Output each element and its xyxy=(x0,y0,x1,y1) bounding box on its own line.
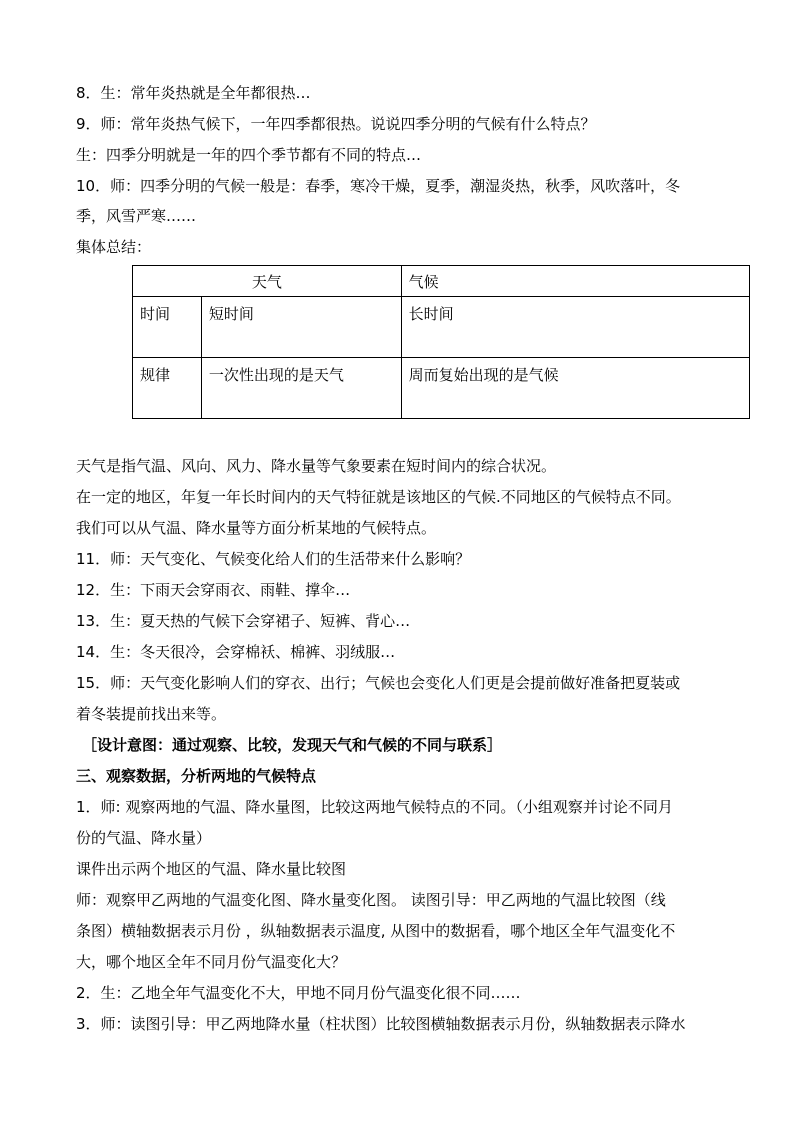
paragraph-line: 14．生：冬天很冷，会穿棉袄、棉裤、羽绒服… xyxy=(76,643,396,661)
section-heading: 三、观察数据，分析两地的气候特点 xyxy=(76,767,317,785)
paragraph-line: 条图）横轴数据表示月份 ，纵轴数据表示温度, 从图中的数据看，哪个地区全年气温变化不 xyxy=(76,922,676,940)
paragraph-line: 大，哪个地区全年不同月份气温变化大？ xyxy=(76,953,347,971)
paragraph-line: 季，风雪严寒…… xyxy=(76,207,197,225)
paragraph-line: 天气是指气温、风向、风力、降水量等气象要素在短时间内的综合状况。 xyxy=(76,457,557,475)
climate-cell: 长时间 xyxy=(401,297,749,358)
paragraph-line: 2．生：乙地全年气温变化不大，甲地不同月份气温变化很不同…… xyxy=(76,984,521,1002)
row-label-cell: 规律 xyxy=(133,358,202,419)
weather-climate-table xyxy=(132,265,750,419)
paragraph-line: 13．生：夏天热的气候下会穿裙子、短裤、背心… xyxy=(76,612,411,630)
paragraph-line: 8．生：常年炎热就是全年都很热… xyxy=(76,84,311,102)
table-row xyxy=(133,358,750,419)
paragraph-line: 课件出示两个地区的气温、降水量比较图 xyxy=(76,860,347,878)
row-label-cell: 时间 xyxy=(133,297,202,358)
header-climate-cell: 气候 xyxy=(401,266,749,297)
paragraph-line: 在一定的地区，年复一年长时间内的天气特征就是该地区的气候.不同地区的气候特点不同。 xyxy=(76,488,681,506)
weather-cell: 短时间 xyxy=(201,297,401,358)
paragraph-line: 11．师：天气变化、气候变化给人们的生活带来什么影响？ xyxy=(76,550,471,568)
paragraph-line: 3．师：读图引导：甲乙两地降水量（柱状图）比较图横轴数据表示月份，纵轴数据表示降水 xyxy=(76,1015,686,1033)
design-intent-note: ［设计意图：通过观察、比较，发现天气和气候的不同与联系］ xyxy=(82,736,503,754)
paragraph-line: 10．师：四季分明的气候一般是：春季，寒冷干燥，夏季，潮湿炎热，秋季，风吹落叶，冬 xyxy=(76,177,681,195)
paragraph-line: 我们可以从气温、降水量等方面分析某地的气候特点。 xyxy=(76,519,437,537)
table-header-row xyxy=(133,266,750,297)
paragraph-line: 12．生：下雨天会穿雨衣、雨鞋、撑伞… xyxy=(76,581,351,599)
paragraph-line: 着冬装提前找出来等。 xyxy=(76,705,227,723)
paragraph-line: 份的气温、降水量） xyxy=(76,829,212,847)
table-row xyxy=(133,297,750,358)
climate-cell: 周而复始出现的是气候 xyxy=(401,358,749,419)
paragraph-line: 15．师：天气变化影响人们的穿衣、出行；气候也会变化人们更是会提前做好准备把夏装或 xyxy=(76,674,681,692)
weather-cell: 一次性出现的是天气 xyxy=(201,358,401,419)
paragraph-line: 1．师: 观察两地的气温、降水量图，比较这两地气候特点的不同。（小组观察并讨论不同月 xyxy=(76,798,673,816)
paragraph-line: 生：四季分明就是一年的四个季节都有不同的特点… xyxy=(76,146,422,164)
summary-label: 集体总结： xyxy=(76,238,152,256)
paragraph-line: 9．师：常年炎热气候下，一年四季都很热。说说四季分明的气候有什么特点？ xyxy=(76,115,596,133)
header-weather-cell: 天气 xyxy=(133,266,402,297)
paragraph-line: 师：观察甲乙两地的气温变化图、降水量变化图。 读图引导：甲乙两地的气温比较图（线 xyxy=(76,891,666,909)
